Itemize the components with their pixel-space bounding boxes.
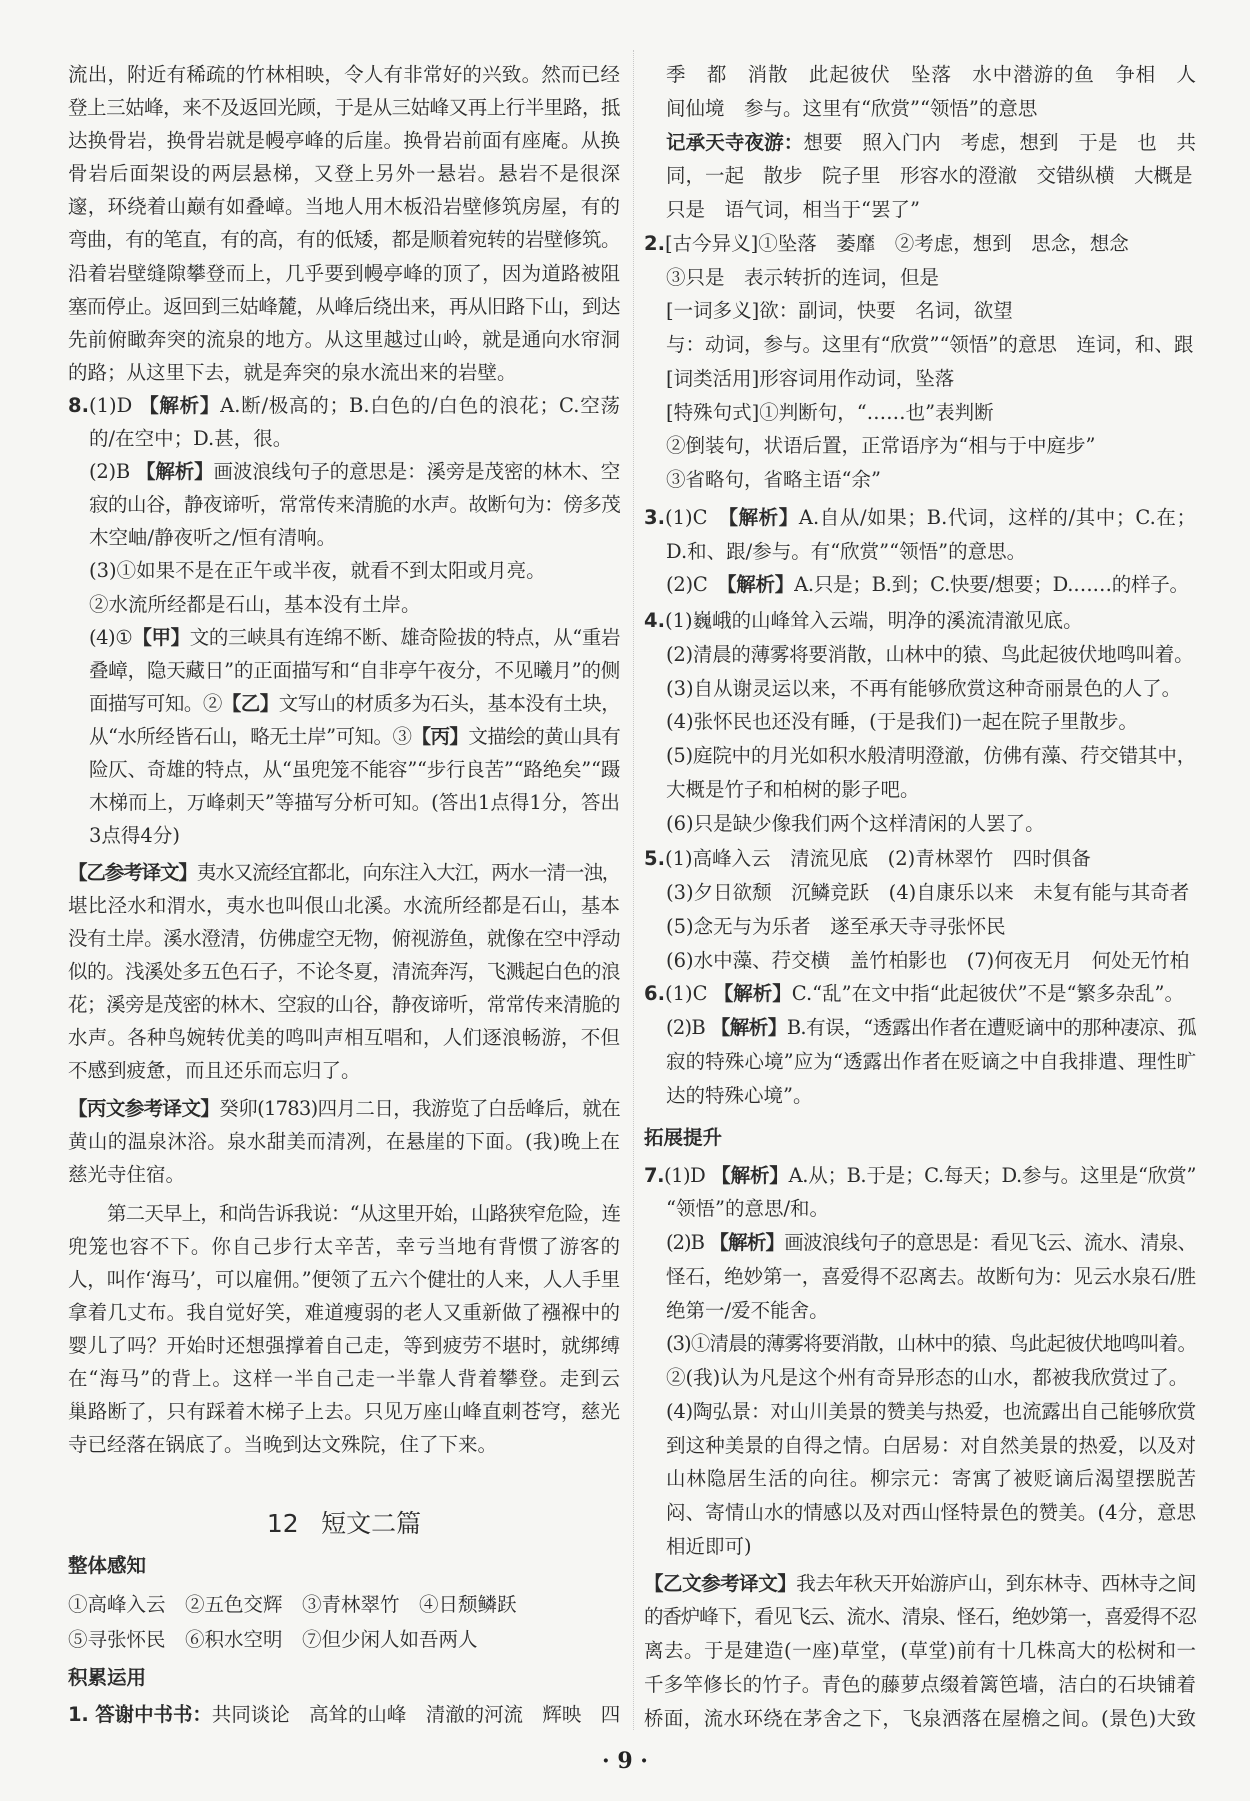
text-segment: (1)D: [88, 393, 140, 417]
text-segment: 我去年秋天开始游庐山，到东林寺、西林寺之间: [796, 1571, 1196, 1595]
text-line: [68, 1362, 620, 1395]
text-line: [644, 1634, 1196, 1668]
text-segment: 面描写可知。②: [89, 691, 222, 715]
text-segment: 先前俯瞰奔突的流泉的地方。从这里越过山岭，就是通向水帘洞: [68, 327, 620, 351]
text-segment: “领悟”的意思/和。: [666, 1197, 830, 1221]
text-line: [644, 1226, 1196, 1260]
text-segment: 夷水又流经宜都北，向东注入大江，两水一清一浊，: [196, 860, 620, 884]
text-segment: 相近即可): [666, 1534, 752, 1558]
text-line: [68, 91, 620, 124]
column-divider: [633, 50, 634, 1730]
text-segment: 寺已经落在锅底了。当晚到达文殊院，住了下来。: [68, 1433, 498, 1457]
text-segment: A.只是；B.到；C.快要/想要；D.……的样子。: [794, 573, 1189, 597]
text-line: [644, 1159, 1196, 1193]
section-heading: [68, 1661, 620, 1694]
text-segment: (6)只是缺少像我们两个这样清闲的人罢了。: [666, 811, 1045, 835]
text-segment: B.有误，“透露出作者在遭贬谪中的那种凄凉、孤: [786, 1016, 1196, 1039]
bold-label: 积累运用: [68, 1666, 147, 1690]
text-line: [644, 362, 1196, 396]
text-line: [68, 1263, 620, 1296]
text-line: [68, 753, 620, 786]
text-line: [68, 856, 620, 889]
text-line: [644, 944, 1196, 978]
right-column: [644, 58, 1196, 1735]
text-line: [68, 1395, 620, 1428]
text-segment: (1)高峰入云 清流见底 (2)青林翠竹 四时俱备: [664, 847, 1091, 871]
text-line: [68, 257, 620, 290]
text-line: [644, 1668, 1196, 1702]
text-segment: 12: [266, 1509, 299, 1539]
text-line: [644, 261, 1196, 295]
text-segment: 在“海马”的背上。这样一半自己走一半靠人背着攀登。走到云: [68, 1367, 620, 1391]
text-segment: 绝第一/爱不能舍。: [666, 1298, 829, 1322]
bold-label: 【解析】: [709, 1231, 785, 1255]
bold-label: 记承天寺夜游：: [666, 130, 804, 154]
text-line: [644, 1079, 1196, 1113]
text-segment: 塞而停止。返回到三姑峰麓，从峰后绕出来，再从旧路下山，到达: [68, 294, 620, 318]
text-line: [644, 227, 1196, 261]
text-line: [68, 922, 620, 955]
text-segment: 文的三峡具有连绵不断、雄奇险拔的特点，从“重岩: [189, 625, 620, 649]
text-segment: C.“乱”在文中指“此起彼伏”不是“繁多杂乱”。: [791, 982, 1184, 1006]
text-segment: ⑤寻张怀民 ⑥积水空明 ⑦但少闲人如吾两人: [68, 1627, 478, 1651]
bold-label: 【乙参考译文】: [68, 860, 197, 884]
text-segment: 兜笼也容不下。你自己步行太辛苦，幸亏当地有背惯了游客的: [68, 1234, 620, 1258]
text-line: [644, 1429, 1196, 1463]
text-line: [644, 977, 1196, 1011]
text-segment: (1)C: [664, 982, 714, 1006]
text-segment: [一词多义]欲：副词，快要 名词，欲望: [666, 299, 1013, 323]
text-segment: 弯曲，有的笔直，有的高，有的低矮，都是顺着宛转的岩壁修筑。: [68, 228, 620, 252]
text-line: [644, 1294, 1196, 1328]
bold-label: 整体感知: [68, 1553, 147, 1577]
text-segment: 人，叫作‘海马’，可以雇佣。”便领了五六个健壮的人来，人人手里: [68, 1267, 620, 1291]
text-segment: 达的特殊心境”。: [666, 1083, 813, 1107]
text-segment: 险仄、奇雄的特点，从“虽兜笼不能容”“步行良苦”“路绝矣”“蹑: [89, 757, 620, 781]
text-line: [68, 1197, 620, 1230]
text-segment: ②水流所经都是石山，基本没有土岸。: [89, 592, 421, 616]
text-segment: D.和、跟/参与。有“欣赏”“领悟”的意思。: [666, 539, 1027, 563]
text-line: [644, 126, 1196, 160]
bold-label: 【乙】: [221, 691, 279, 715]
text-line: [68, 988, 620, 1021]
text-segment: (4)①: [89, 625, 133, 649]
text-line: [644, 1530, 1196, 1564]
bold-label: 【乙文参考译文】: [644, 1571, 797, 1595]
text-segment: 闷、寄情山水的情感以及对西山怪特景色的赞美。(4分，意思: [666, 1501, 1196, 1525]
text-line: [68, 955, 620, 988]
text-line: [68, 58, 620, 91]
text-segment: (5)庭院中的月光如积水般清明澄澈，仿佛有藻、荇交错其中，: [666, 744, 1196, 767]
text-line: [644, 773, 1196, 807]
text-segment: (2)B: [666, 1231, 710, 1255]
text-segment: A.断/极高的；B.白色的/白色的浪花；C.空荡: [220, 393, 620, 417]
text-segment: 堪比泾水和渭水，夷水也叫佷山北溪。水流所经都是石山，基本: [68, 893, 620, 917]
text-line: [68, 157, 620, 190]
text-line: [68, 356, 620, 389]
text-line: [68, 290, 620, 323]
text-line: [68, 889, 620, 922]
text-line: [644, 1260, 1196, 1294]
text-line: [68, 1230, 620, 1263]
bold-label: 【解析】: [711, 1163, 789, 1187]
text-segment: 的路；从这里下去，就是奔突的泉水流出来的岩壁。: [68, 360, 517, 384]
text-segment: 千多竿修长的竹子。青色的藤萝点缀着篱笆墙，洁白的石块铺着: [644, 1672, 1196, 1696]
text-segment: 登上三姑峰，来不及返回光顾，于是从三姑峰又再上行半里路，抵: [68, 96, 620, 120]
text-segment: (3)夕日欲颓 沉鳞竞跃 (4)自康乐以来 未复有能与其奇者: [666, 881, 1190, 904]
text-segment: 只是 语气词，相当于“罢了”: [666, 198, 920, 221]
bold-label: 6.: [644, 982, 665, 1006]
text-line: [68, 323, 620, 356]
text-line: [644, 159, 1196, 193]
text-segment: 拿着几丈布。我自觉好笑，难道瘦弱的老人又重新做了襁褓中的: [68, 1300, 620, 1324]
text-segment: (2)B: [89, 460, 137, 484]
text-line: [68, 389, 620, 422]
text-line: [644, 807, 1196, 841]
text-line: [644, 294, 1196, 328]
text-segment: 叠嶂，隐天藏日”的正面描写和“自非亭午夜分，不见曦月”的侧: [89, 658, 620, 682]
text-segment: 花；溪旁是茂密的林木、空寂的山谷，静夜谛听，常常传来清脆的: [68, 993, 620, 1017]
text-line: [644, 1600, 1196, 1634]
text-segment: (4)张怀民也还没有睡，(于是我们)一起在院子里散步。: [666, 710, 1138, 734]
bold-label: 4.: [644, 609, 665, 632]
text-line: [68, 1092, 620, 1125]
bold-label: 7.: [644, 1163, 664, 1187]
text-segment: 达换骨岩，换骨岩就是幔亭峰的后崖。换骨岩前面有座庵。从换: [68, 129, 620, 153]
text-line: [644, 705, 1196, 739]
text-line: [644, 328, 1196, 362]
text-segment: (5)念无与为乐者 遂至承天寺寻张怀民: [666, 914, 1006, 938]
text-line: [68, 654, 620, 687]
text-segment: 似的。浅溪处多五色石子，不论冬夏，清流奔泻，飞溅起白色的浪: [68, 960, 620, 984]
bold-label: 1. 答谢中书书：: [68, 1702, 212, 1726]
text-segment: (6)水中藻、荇交横 盖竹柏影也 (7)何夜无月 何处无竹柏: [666, 948, 1190, 972]
text-line: [68, 1021, 620, 1054]
bold-label: 【解析】: [139, 393, 221, 417]
text-line: [68, 455, 620, 488]
text-segment: A.自从/如果；B.代词，这样的/其中；C.在；: [798, 505, 1196, 529]
text-line: [68, 223, 620, 256]
text-line: [68, 786, 620, 819]
text-line: [68, 124, 620, 157]
text-segment: (2)B: [666, 1016, 711, 1039]
text-line: [644, 193, 1196, 227]
text-line: [644, 1496, 1196, 1530]
text-segment: 第二天早上，和尚告诉我说：“从这里开始，山路狭窄危险，连: [107, 1201, 620, 1225]
text-segment: ②(我)认为凡是这个州有奇异形态的山水，都被我欣赏过了。: [666, 1366, 1189, 1390]
text-segment: 短文二篇: [321, 1509, 422, 1539]
text-line: [68, 554, 620, 587]
text-line: [644, 876, 1196, 910]
text-line: [68, 720, 620, 753]
bold-label: 【丙文参考译文】: [68, 1096, 220, 1120]
text-line: [644, 58, 1196, 92]
bold-label: 8.: [68, 393, 89, 417]
bold-label: 【解析】: [136, 460, 214, 484]
text-segment: 间仙境 参与。这里有“欣赏”“领悟”的意思: [666, 96, 1038, 120]
text-line: [68, 1329, 620, 1362]
text-segment: (3)自从谢灵运以来，不再有能够欣赏这种奇丽景色的人了。: [666, 676, 1182, 700]
bold-label: 拓展提升: [644, 1125, 723, 1149]
text-segment: 的/在空中；D.甚，很。: [89, 427, 293, 451]
text-segment: 文写山的材质多为石头，基本没有土块，: [278, 691, 620, 715]
text-segment: (3)①如果不是在正午或半夜，就看不到太阳或月亮。: [89, 559, 546, 583]
text-segment: (4)陶弘景：对山川美景的赞美与热爱，也流露出自己能够欣赏: [666, 1399, 1196, 1423]
text-line: [644, 1361, 1196, 1395]
bold-label: 3.: [644, 505, 665, 529]
text-line: [644, 1011, 1196, 1045]
text-line: [644, 429, 1196, 463]
bold-label: 【解析】: [713, 982, 792, 1006]
text-segment: (1)巍峨的山峰耸入云端，明净的溪流清澈见底。: [664, 609, 1083, 632]
text-line: [644, 1567, 1196, 1601]
text-segment: 水声。各种鸟婉转优美的鸣叫声相互唱和，人们逐浪畅游，不但: [68, 1026, 620, 1050]
text-segment: 怪石，绝妙第一，喜爱得不忍离去。故断句为：见云水泉石/胜: [666, 1264, 1196, 1288]
text-line: [644, 1045, 1196, 1079]
text-line: [644, 568, 1196, 602]
text-line: [68, 488, 620, 521]
bold-label: 2.: [644, 231, 665, 255]
text-segment: ③只是 表示转折的连词，但是: [666, 265, 940, 289]
text-line: [644, 1702, 1196, 1736]
text-segment: 邃，环绕着山巅有如叠嶂。当地人用木板沿岩壁修筑房屋，有的: [68, 195, 620, 219]
text-segment: (3)①清晨的薄雾将要消散，山林中的猿、鸟此起彼伏地鸣叫着。: [666, 1332, 1196, 1356]
text-segment: 同，一起 散步 院子里 形容水的澄澈 交错纵横 大概是: [666, 164, 1193, 188]
text-line: [644, 672, 1196, 706]
section-heading: [644, 1121, 1196, 1155]
text-segment: [特殊句式]①判断句，“……也”表判断: [666, 400, 994, 424]
text-line: [644, 1462, 1196, 1496]
text-segment: [古今异义]①坠落 萎靡 ②考虑，想到 思念，想念: [664, 231, 1129, 255]
text-segment: ③省略句，省略主语“余”: [666, 468, 881, 491]
text-segment: 流出，附近有稀疏的竹林相映，令人有非常好的兴致。然而已经: [68, 63, 620, 86]
bold-label: 【甲】: [132, 625, 190, 649]
text-segment: 想要 照入门内 考虑，想到 于是 也 共: [803, 130, 1196, 154]
text-segment: (1)D: [663, 1163, 712, 1187]
text-line: [644, 910, 1196, 944]
text-segment: 婴儿了吗？开始时还想强撑着自己走，等到疲劳不堪时，就绑缚: [68, 1334, 620, 1358]
text-line: [644, 535, 1196, 569]
text-segment: 没有土岸。溪水澄清，仿佛虚空无物，俯视游鱼，就像在空中浮动: [68, 926, 620, 950]
section-title: [68, 1507, 620, 1540]
page-number: · 9 ·: [602, 1748, 648, 1774]
text-segment: 大概是竹子和柏树的影子吧。: [666, 777, 920, 801]
text-segment: 与：动词，参与。这里有“欣赏”“领悟”的意思 连词，和、跟: [666, 333, 1194, 356]
text-segment: 骨岩后面架设的两层悬梯，又登上另外一悬岩。悬岩不是很深: [68, 162, 620, 186]
text-line: [68, 621, 620, 654]
text-line: [68, 1428, 620, 1461]
text-line: [68, 1158, 620, 1191]
text-segment: 黄山的温泉沐浴。泉水甜美而清冽，在悬崖的下面。(我)晚上在: [68, 1130, 620, 1153]
text-segment: 寂的特殊心境”应为“透露出作者在贬谪之中自我排遣、理性旷: [666, 1049, 1196, 1073]
text-line: [68, 190, 620, 223]
text-segment: 3点得4分): [89, 824, 180, 848]
text-line: [68, 1588, 620, 1621]
text-segment: 桥面，流水环绕在茅舍之下，飞泉洒落在屋檐之间。(景色)大致: [644, 1706, 1196, 1730]
text-segment: ②倒装句，状语后置，正常语序为“相与于中庭步”: [666, 434, 1096, 458]
text-segment: 木空岫/静夜听之/恒有清响。: [89, 526, 337, 550]
text-segment: 慈光寺住宿。: [68, 1163, 186, 1187]
text-line: [644, 1395, 1196, 1429]
text-line: [68, 588, 620, 621]
text-segment: 不感到疲惫，而且还乐而忘归了。: [68, 1059, 361, 1083]
text-segment: (2)清晨的薄雾将要消散，山林中的猿、鸟此起彼伏地鸣叫着。: [666, 642, 1194, 666]
text-line: [68, 687, 620, 720]
text-line: [68, 1296, 620, 1329]
text-line: [68, 521, 620, 554]
text-segment: (1)C: [664, 505, 729, 529]
text-segment: 巢路断了，只有踩着木梯子上去。只见万座山峰直刺苍穹，慈光: [68, 1400, 620, 1424]
text-segment: 画波浪线句子的意思是：看见飞云、流水、清泉、: [784, 1231, 1196, 1255]
text-segment: 木梯而上，万峰刺天”等描写分析可知。(答出1点得1分，答出: [89, 791, 620, 815]
text-line: [644, 739, 1196, 773]
bold-label: 【解析】: [726, 573, 795, 597]
text-line: [68, 1125, 620, 1158]
section-heading: [68, 1549, 620, 1582]
text-segment: 画波浪线句子的意思是：溪旁是茂密的林木、空: [213, 460, 620, 484]
text-segment: 沿着岩壁缝隙攀登而上，几乎要到幔亭峰的顶了，因为道路被阻: [68, 261, 620, 285]
text-segment: A.从；B.于是；C.每天；D.参与。这里是“欣赏”: [788, 1163, 1196, 1187]
bold-label: 5.: [644, 847, 665, 871]
text-line: [644, 604, 1196, 638]
text-segment: 从“水所经皆石山，略无土岸”可知。③: [89, 724, 412, 748]
bold-label: 【解析】: [710, 1016, 787, 1039]
text-segment: 寂的山谷，静夜谛听，常常传来清脆的水声。故断句为：傍多茂: [89, 493, 620, 517]
text-line: [68, 422, 620, 455]
text-segment: 共同谈论 高耸的山峰 清澈的河流 辉映 四: [211, 1702, 620, 1726]
text-segment: 离去。于是建造(一座)草堂，(草堂)前有十几株高大的松树和一: [644, 1639, 1196, 1663]
text-line: [644, 463, 1196, 497]
text-segment: [词类活用]形容词用作动词，坠落: [666, 366, 955, 390]
text-line: [644, 1192, 1196, 1226]
text-line: [644, 638, 1196, 672]
text-segment: (2)C: [666, 573, 727, 597]
text-line: [644, 1327, 1196, 1361]
bold-label: 【解析】: [728, 505, 799, 529]
text-segment: 的香炉峰下，看见飞云、流水、清泉、怪石，绝妙第一，喜爱得不忍: [644, 1605, 1196, 1629]
text-line: [644, 501, 1196, 535]
text-line: [644, 92, 1196, 126]
text-line: [68, 1623, 620, 1656]
text-segment: ①高峰入云 ②五色交辉 ③青林翠竹 ④日颓鳞跃: [68, 1593, 517, 1617]
text-segment: 文描绘的黄山具有: [468, 724, 620, 748]
text-line: [68, 1698, 620, 1731]
text-segment: 季 都 消散 此起彼伏 坠落 水中潜游的鱼 争相 人: [666, 63, 1196, 86]
text-line: [644, 396, 1196, 430]
text-line: [68, 1054, 620, 1087]
text-segment: 到这种美景的自得之情。白居易：对自然美景的热爱，以及对: [666, 1433, 1196, 1457]
left-column: [68, 58, 620, 1731]
text-line: [644, 842, 1196, 876]
text-segment: 癸卯(1783)四月二日，我游览了白岳峰后，就在: [219, 1096, 620, 1120]
text-segment: 山林隐居生活的向往。柳宗元：寄寓了被贬谪后渴望摆脱苦: [666, 1467, 1196, 1491]
text-line: [68, 819, 620, 852]
bold-label: 【丙】: [411, 724, 469, 748]
